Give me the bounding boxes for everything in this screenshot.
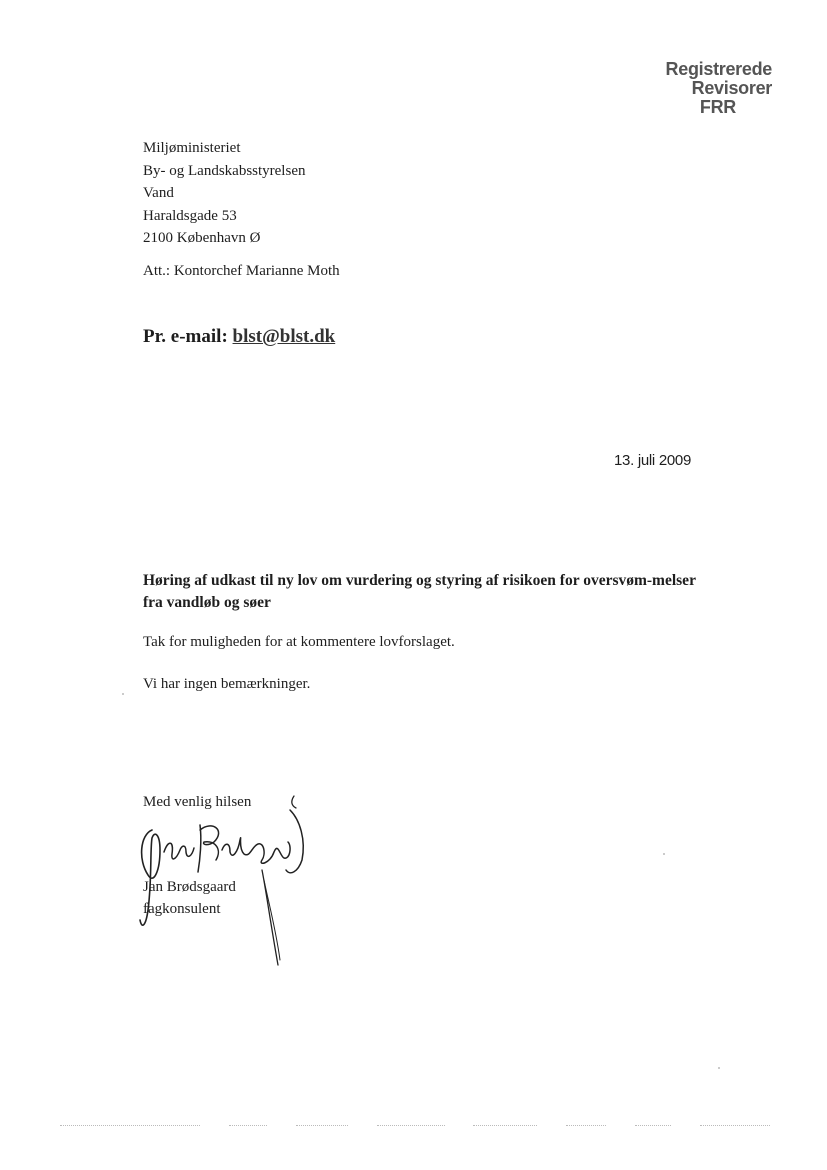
scan-speck [718, 1067, 720, 1069]
letter-date: 13. juli 2009 [614, 452, 691, 469]
closing-greeting: Med venlig hilsen [143, 794, 252, 810]
signatory-name: Jan Brødsgaard [143, 879, 236, 895]
recipient-address [143, 137, 305, 250]
body-paragraph-2: Vi har ingen bemærkninger. [143, 676, 311, 692]
recipient-dept: By- og Landskabsstyrelsen [143, 162, 306, 179]
logo-line-3: FRR [699, 97, 736, 117]
logo-line-1: Registrerede [665, 59, 772, 79]
recipient-unit: Vand [143, 185, 174, 201]
email-prefix: Pr. e-mail: [143, 326, 228, 347]
logo-line-2: Revisorer [691, 78, 772, 98]
signatory-title: fagkonsulent [143, 901, 221, 917]
email-address-link[interactable]: blst@blst.dk [232, 326, 336, 347]
email-line [143, 326, 335, 348]
subject-heading: Høring af udkast til ny lov om vurdering og styring af risikoen for oversvøm-melser fra vandløb og søer [143, 572, 696, 611]
attention-line: Att.: Kontorchef Marianne Moth [143, 263, 340, 279]
recipient-org: Miljøministeriet [143, 140, 241, 156]
recipient-street: Haraldsgade 53 [143, 207, 237, 224]
body-paragraph-1: Tak for muligheden for at kommentere lovforslaget. [143, 634, 455, 650]
recipient-city: 2100 København Ø [143, 230, 261, 246]
frr-logo [600, 60, 772, 117]
handwritten-signature [130, 790, 330, 970]
scan-speck [663, 853, 665, 855]
page-footer [60, 1121, 770, 1129]
scan-speck [122, 693, 124, 695]
